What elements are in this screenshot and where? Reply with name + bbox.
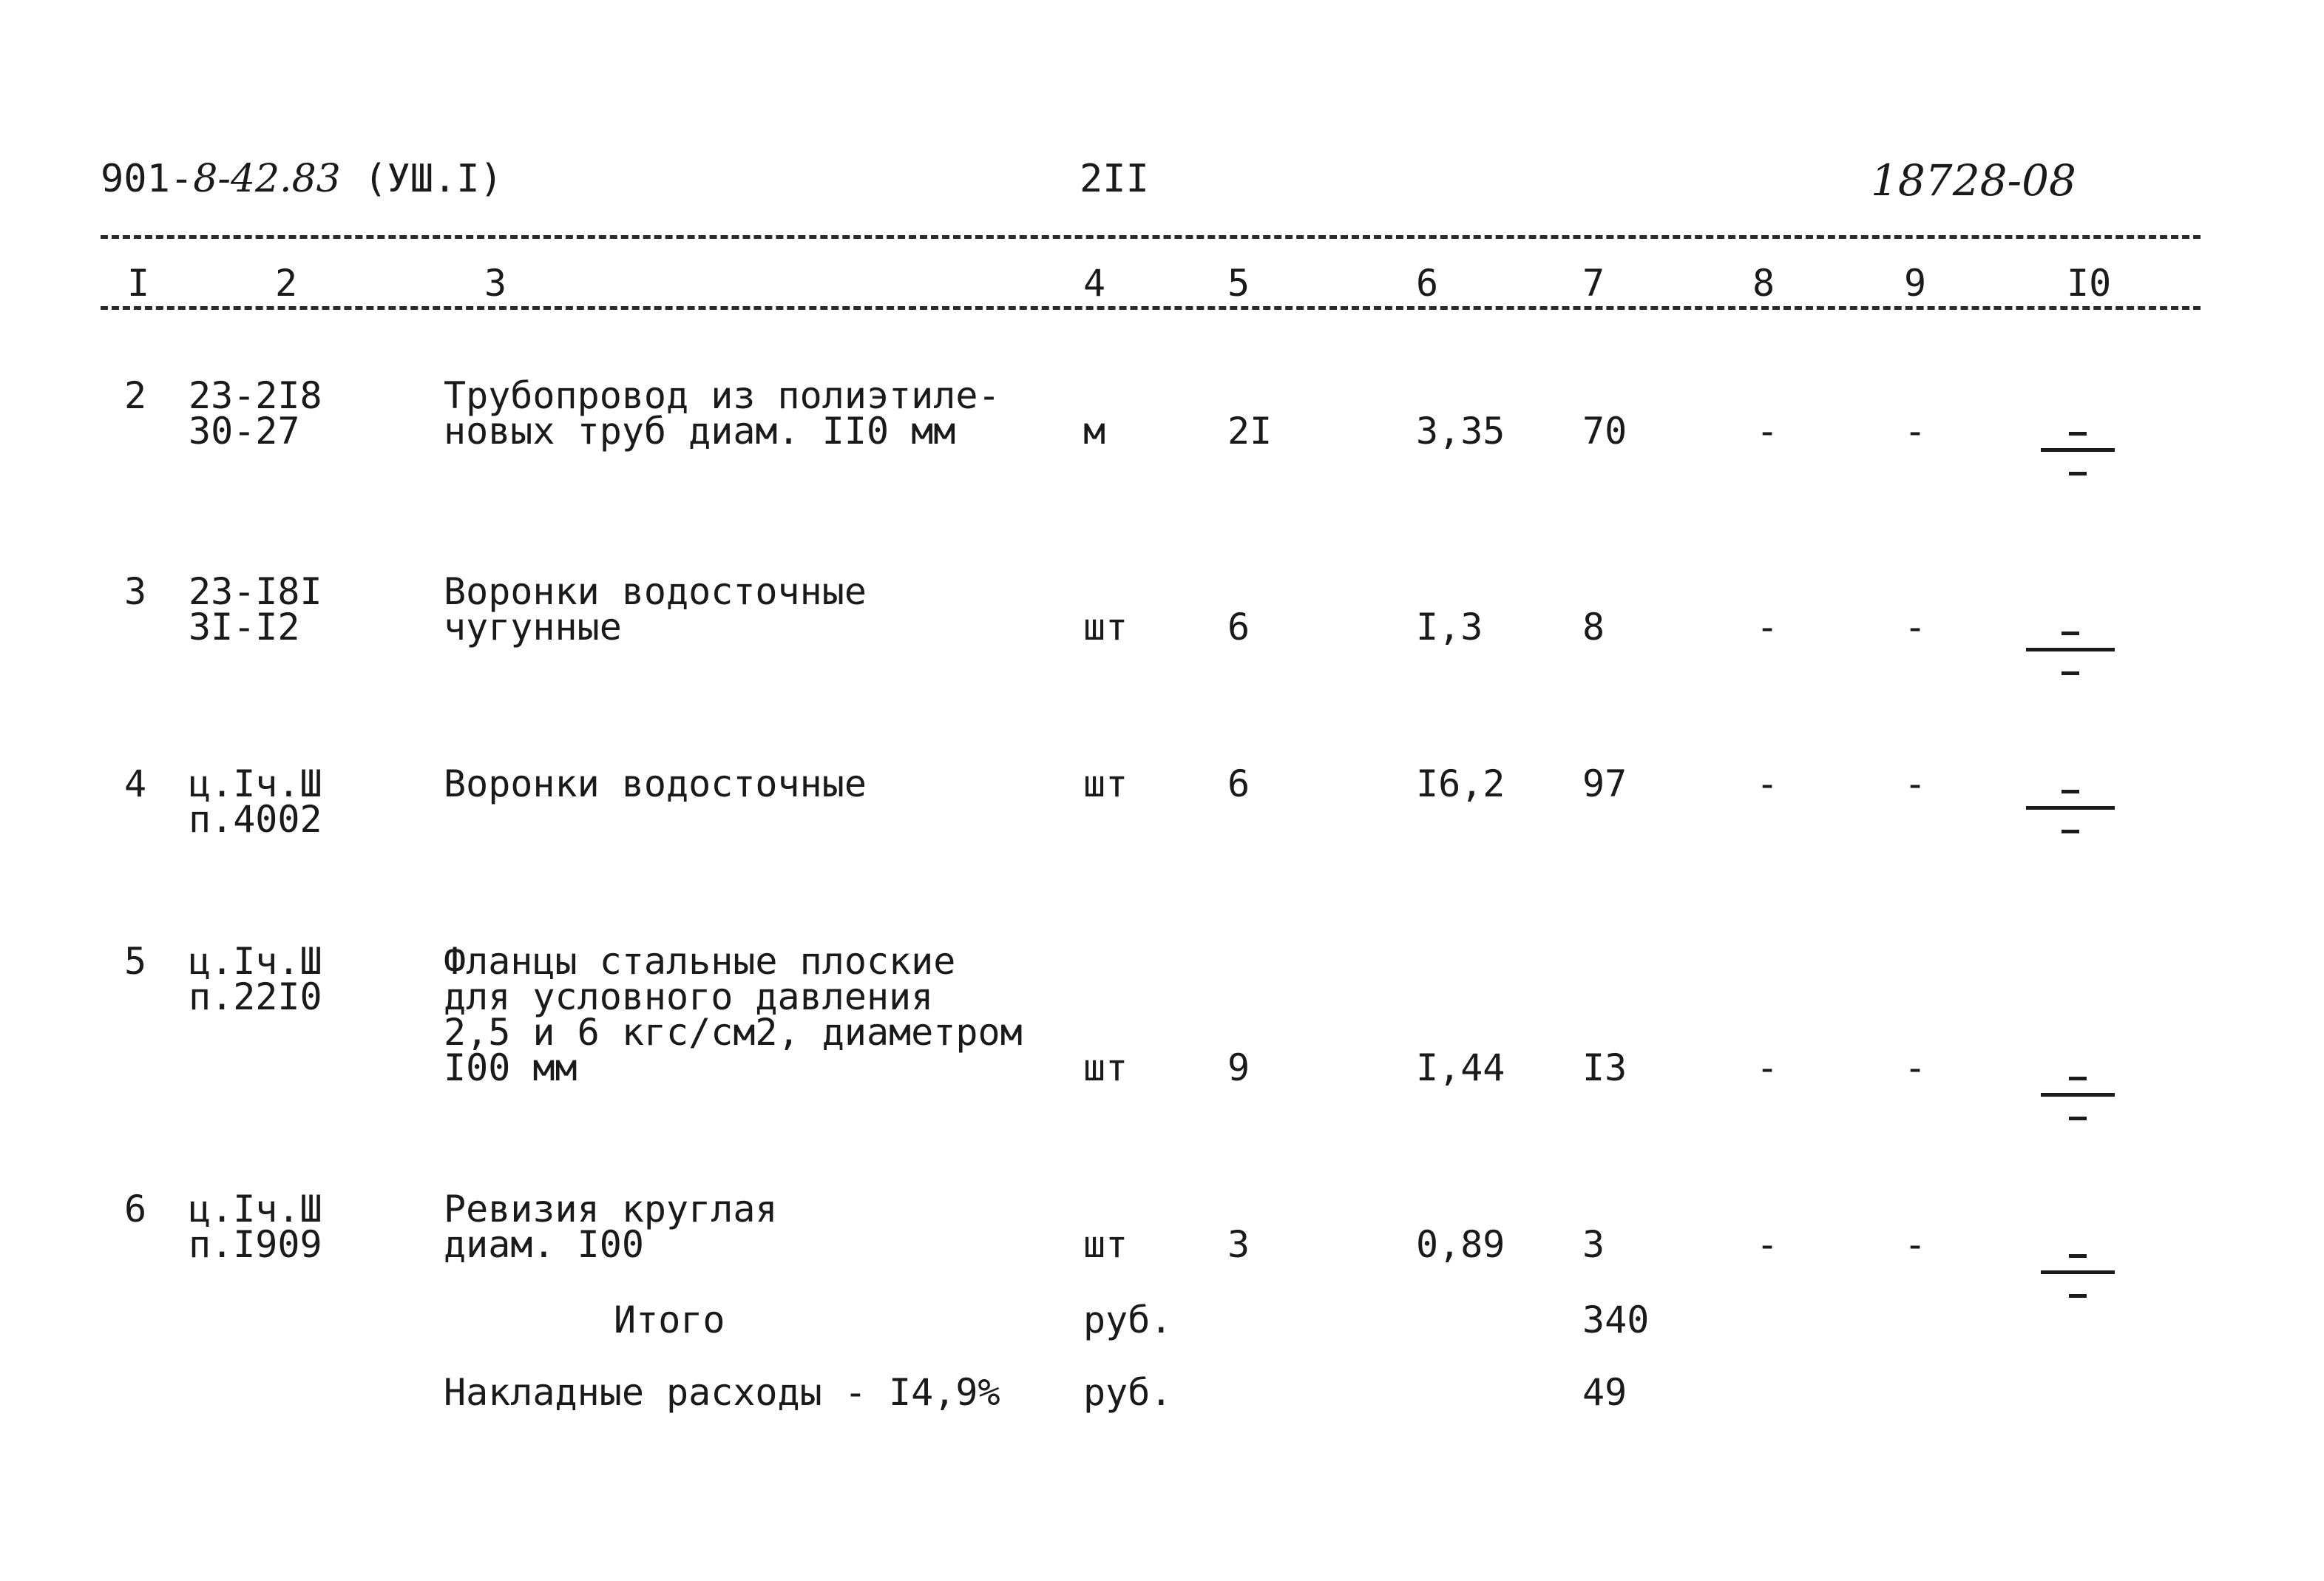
row-col8: - <box>1756 762 1779 805</box>
col-header-9: 9 <box>1904 262 1927 305</box>
row-unit: шт <box>1083 1046 1128 1089</box>
row-col9: - <box>1904 1046 1927 1089</box>
document-code-handwritten: 8-42.83 <box>193 157 341 201</box>
row-col8: - <box>1756 1223 1779 1266</box>
row-col10-dash-fraction <box>2026 785 2115 844</box>
col-header-8: 8 <box>1752 262 1775 305</box>
row-col8: - <box>1756 410 1779 453</box>
row-unit: шт <box>1083 606 1128 649</box>
row-unit: м <box>1083 410 1106 453</box>
row-quantity: 9 <box>1227 1046 1250 1089</box>
row-total: 3 <box>1582 1223 1605 1266</box>
row-number: 5 <box>124 940 147 983</box>
row-total: I3 <box>1582 1046 1627 1089</box>
document-code-prefix: 901- <box>101 157 194 201</box>
row-code-line: п.22I0 <box>189 975 322 1018</box>
row-code-line: ц.Iч.Ш <box>189 1188 322 1230</box>
row-col8: - <box>1756 1046 1779 1089</box>
overhead-value: 49 <box>1582 1371 1627 1414</box>
row-col10-dash-fraction <box>2041 1250 2115 1309</box>
row-col10-dash-fraction <box>2026 627 2115 686</box>
row-code-line: 3I-I2 <box>189 606 300 649</box>
col-header-4: 4 <box>1083 262 1106 305</box>
row-col9: - <box>1904 1223 1927 1266</box>
row-code-line: 23-I8I <box>189 570 322 613</box>
row-unit-price: 3,35 <box>1416 410 1505 453</box>
col-header-6: 6 <box>1416 262 1439 305</box>
row-col9: - <box>1904 762 1927 805</box>
row-description-line: Ревизия круглая <box>444 1188 778 1230</box>
row-code-line: 23-2I8 <box>189 374 322 417</box>
col-header-5: 5 <box>1227 262 1250 305</box>
row-description-line: 2,5 и 6 кгс/см2, диаметром <box>444 1011 1023 1054</box>
document-code <box>101 157 503 201</box>
row-total: 70 <box>1582 410 1627 453</box>
col-header-7: 7 <box>1582 262 1605 305</box>
row-description-line: новых труб диам. II0 мм <box>444 410 956 453</box>
row-col8: - <box>1756 606 1779 649</box>
row-col9: - <box>1904 410 1927 453</box>
row-quantity: 2I <box>1227 410 1273 453</box>
row-code-line: п.I909 <box>189 1223 322 1266</box>
row-code-line: п.4002 <box>189 798 322 841</box>
row-unit-price: I6,2 <box>1416 762 1505 805</box>
row-quantity: 6 <box>1227 606 1250 649</box>
row-code-line: ц.Iч.Ш <box>189 762 322 805</box>
row-unit-price: I,3 <box>1416 606 1483 649</box>
document-number-handwritten: 18728-08 <box>1871 155 2076 206</box>
row-total: 97 <box>1582 762 1627 805</box>
row-total: 8 <box>1582 606 1605 649</box>
itogo-value: 340 <box>1582 1299 1650 1341</box>
row-unit-price: 0,89 <box>1416 1223 1505 1266</box>
col-header-10: I0 <box>2067 262 2112 305</box>
header-top-rule <box>101 235 2201 239</box>
overhead-unit: руб. <box>1083 1371 1173 1414</box>
row-col10-dash-fraction <box>2041 427 2115 487</box>
row-number: 4 <box>124 762 147 805</box>
row-unit-price: I,44 <box>1416 1046 1505 1089</box>
row-description-line: I00 мм <box>444 1046 577 1089</box>
header-bottom-rule <box>101 306 2201 310</box>
row-number: 6 <box>124 1188 147 1230</box>
col-header-1: I <box>127 262 150 305</box>
row-description-line: Трубопровод из полиэтиле- <box>444 374 1000 417</box>
row-number: 2 <box>124 374 147 417</box>
row-description-line: Воронки водосточные <box>444 570 867 613</box>
row-description-line: для условного давления <box>444 975 934 1018</box>
row-unit: шт <box>1083 1223 1128 1266</box>
row-col9: - <box>1904 606 1927 649</box>
col-header-2: 2 <box>275 262 298 305</box>
page-number: 2II <box>1080 157 1149 201</box>
col-header-3: 3 <box>484 262 507 305</box>
row-code-line: ц.Iч.Ш <box>189 940 322 983</box>
row-code-line: 30-27 <box>189 410 300 453</box>
row-description-line: диам. I00 <box>444 1223 644 1266</box>
row-description-line: Воронки водосточные <box>444 762 867 805</box>
row-quantity: 6 <box>1227 762 1250 805</box>
row-col10-dash-fraction <box>2041 1072 2115 1131</box>
overhead-label: Накладные расходы - I4,9% <box>444 1371 1000 1414</box>
row-number: 3 <box>124 570 147 613</box>
row-unit: шт <box>1083 762 1128 805</box>
row-description-line: Фланцы стальные плоские <box>444 940 956 983</box>
row-description-line: чугунные <box>444 606 622 649</box>
itogo-label: Итого <box>614 1299 725 1341</box>
row-quantity: 3 <box>1227 1223 1250 1266</box>
itogo-unit: руб. <box>1083 1299 1173 1341</box>
document-code-suffix: (УШ.I) <box>364 157 503 201</box>
